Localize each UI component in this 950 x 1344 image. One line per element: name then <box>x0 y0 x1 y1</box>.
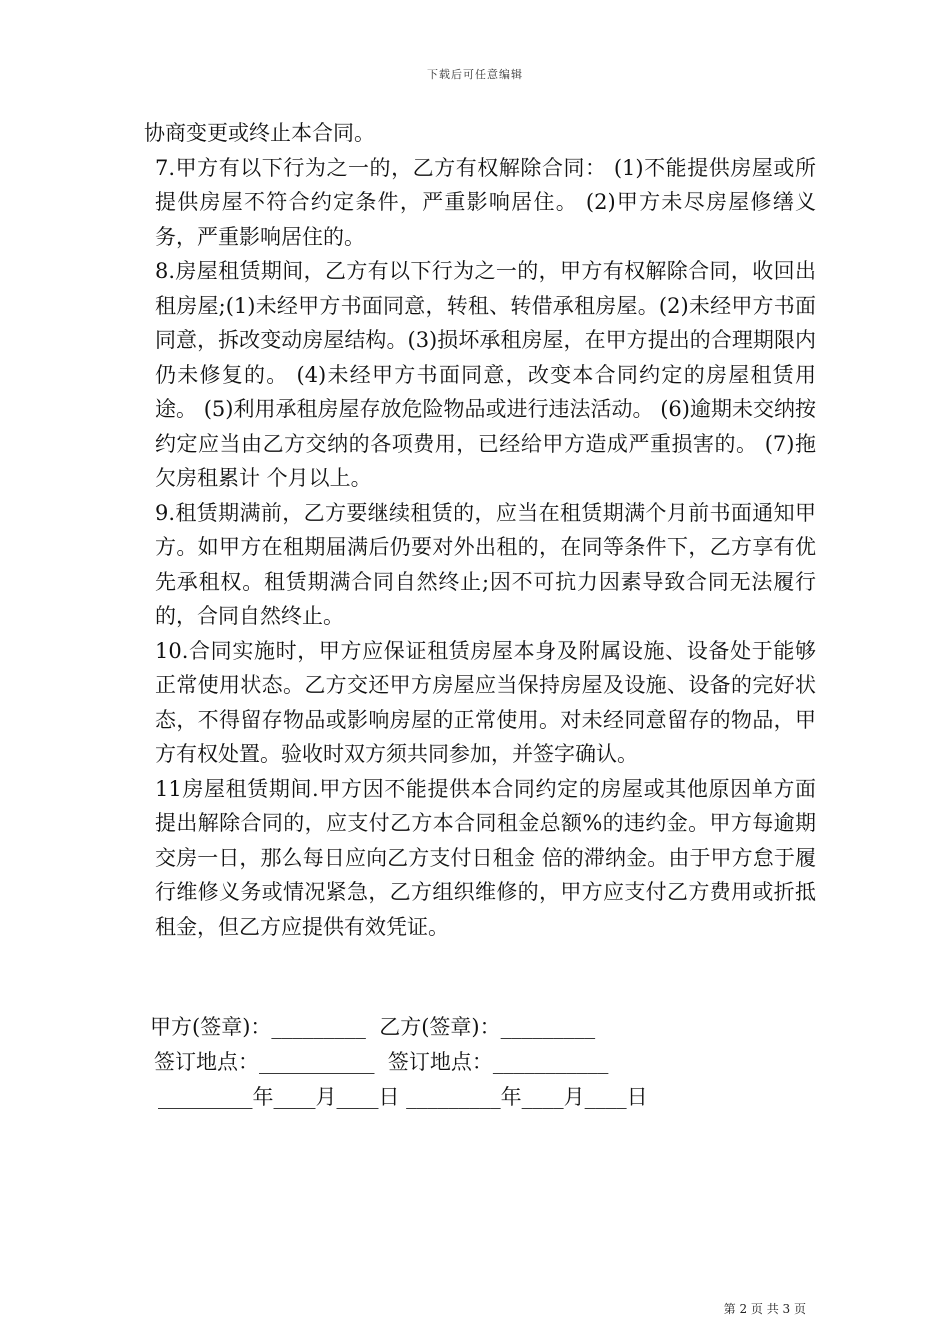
page-number: 第 2 页 共 3 页 <box>723 1302 806 1316</box>
clause-10: 10.合同实施时，甲方应保证租赁房屋本身及附属设施、设备处于能够正常使用状态。乙方交还甲方房屋应当保持房屋及设施、设备的完好状态，不得留存物品或影响房屋的正常使用。对未经同意留存的物品，甲方有权处置。验收时双方须共同参加，并签字确认。 <box>155 638 816 766</box>
clause-9: 9.租赁期满前，乙方要继续租赁的，应当在租赁期满个月前书面通知甲方。如甲方在租期届满后仍要对外出租的，在同等条件下，乙方享有优先承租权。租赁期满合同自然终止;因不可抗力因素导致合同无法履行的，合同自然终止。 <box>155 500 816 628</box>
signature-line-party: 甲方(签章)：_________ 乙方(签章)：_________ <box>150 1015 596 1039</box>
header-note: 下载后可任意编辑 <box>427 68 523 81</box>
paragraph-6-end: 协商变更或终止本合同。 <box>144 121 375 145</box>
signature-line-date: _________年____月____日 _________年____月____日 <box>158 1085 648 1109</box>
contract-body <box>144 116 816 944</box>
clause-8: 8.房屋租赁期间，乙方有以下行为之一的，甲方有权解除合同，收回出租房屋;(1)未经甲方书面同意，转租、转借承租房屋。(2)未经甲方书面同意，拆改变动房屋结构。(3)损坏承租房屋，在甲方提出的合理期限内仍未修复的。 (4)未经甲方书面同意，改变本合同约定的房屋租赁用途。 (5)利用承租房屋存放危险物品或进行违法活动。 (6)逾期未交纳按约定应当由乙方交纳的各项费用，已经给甲方造成严重损害的。 (7)拖欠房租累计 个月以上。 <box>155 259 816 490</box>
clause-7: 7.甲方有以下行为之一的，乙方有权解除合同： (1)不能提供房屋或所提供房屋不符合约定条件，严重影响居住。 (2)甲方未尽房屋修缮义务，严重影响居住的。 <box>155 155 816 249</box>
signature-line-place: 签订地点：___________ 签订地点：___________ <box>154 1050 609 1074</box>
clause-11: 11房屋租赁期间.甲方因不能提供本合同约定的房屋或其他原因单方面提出解除合同的，应支付乙方本合同租金总额%的违约金。甲方每逾期交房一日，那么每日应向乙方支付日租金 倍的滞纳金。由于甲方怠于履行维修义务或情况紧急，乙方组织维修的，甲方应支付乙方费用或折抵租金，但乙方应提供有效凭证。 <box>155 776 816 939</box>
